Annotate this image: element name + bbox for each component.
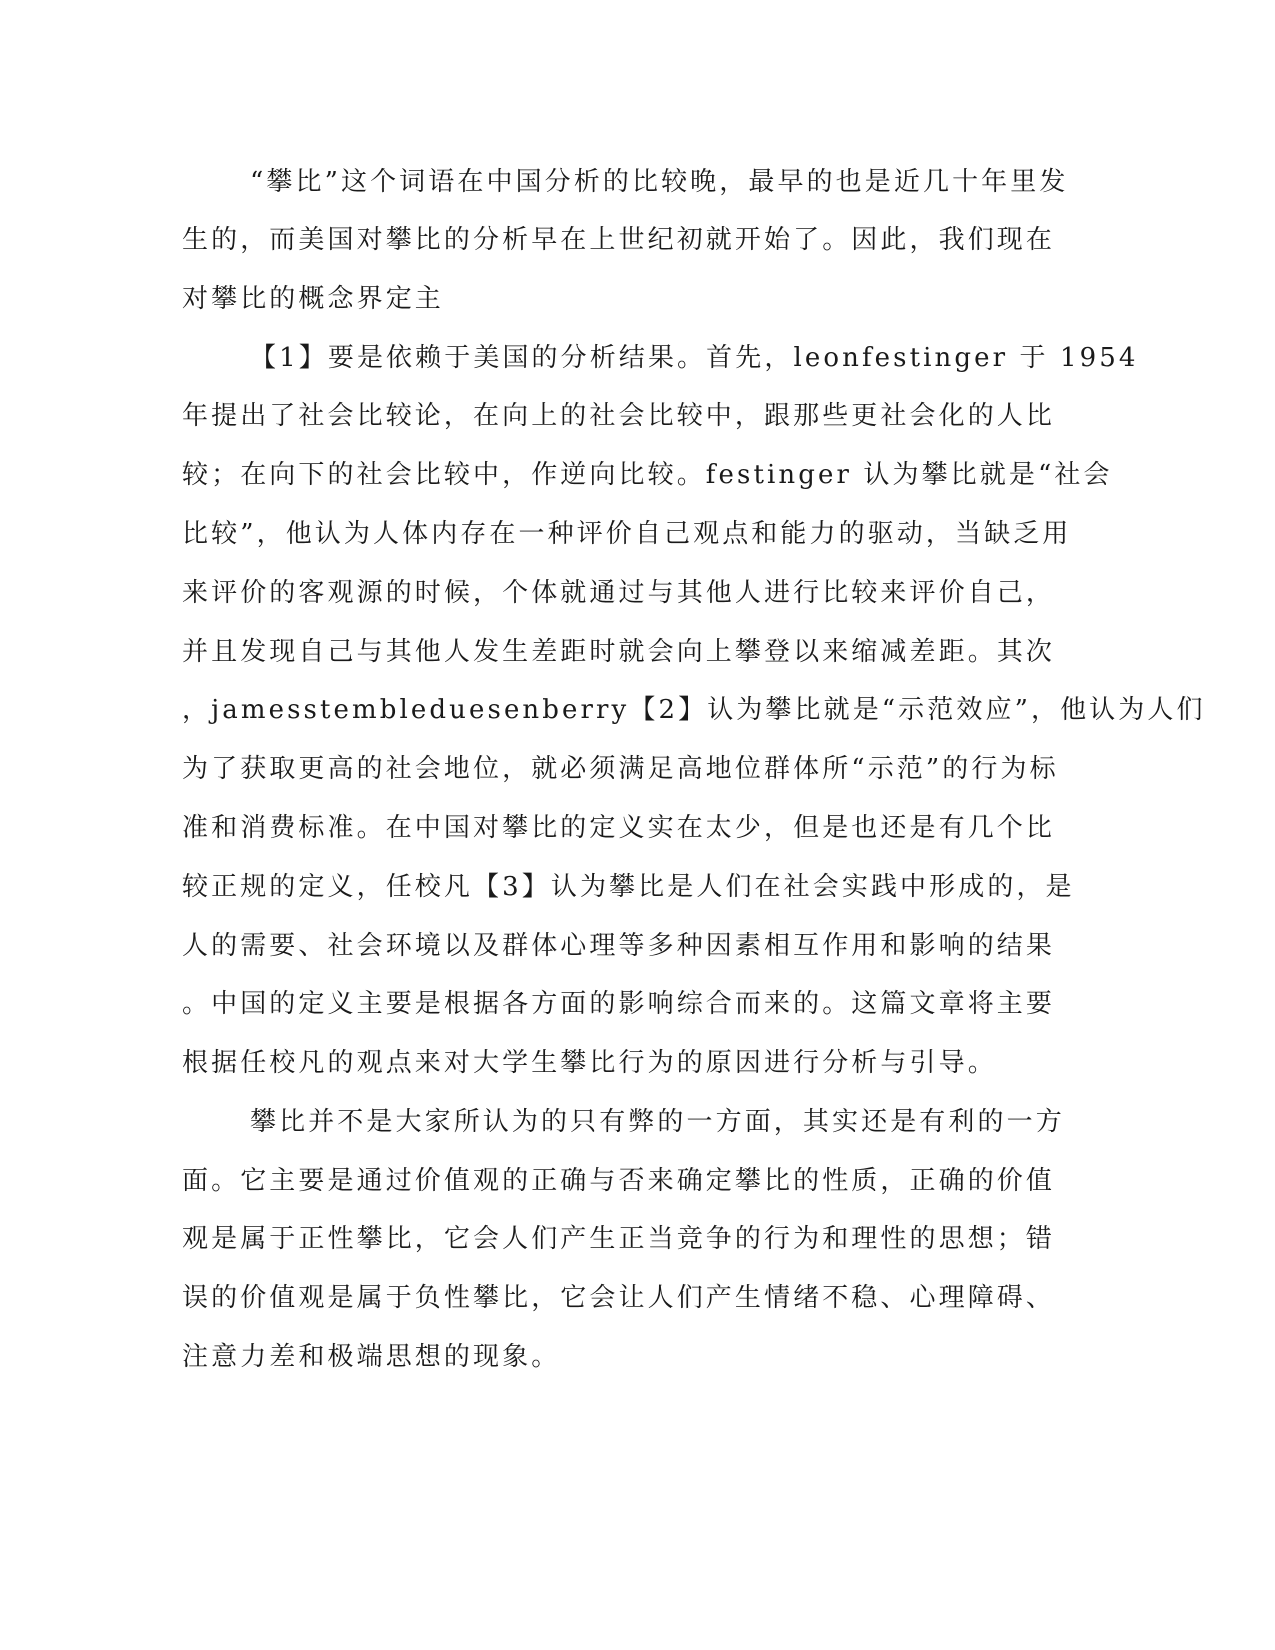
paragraph-1-line-3: 对攀比的概念界定主: [182, 284, 444, 314]
paragraph-2-line-4: 比较”，他认为人体内存在一种评价自己观点和能力的驱动，当缺乏用: [182, 519, 1072, 549]
paragraph-2-line-11: 人的需要、社会环境以及群体心理等多种因素相互作用和影响的结果: [182, 931, 1056, 961]
paragraph-2-line-2: 年提出了社会比较论，在向上的社会比较中，跟那些更社会化的人比: [182, 401, 1056, 431]
paragraph-2-line-9: 准和消费标准。在中国对攀比的定义实在太少，但是也还是有几个比: [182, 813, 1056, 843]
paragraph-3-line-3: 观是属于正性攀比，它会人们产生正当竞争的行为和理性的思想；错: [182, 1224, 1056, 1254]
paragraph-2-line-8: 为了获取更高的社会地位，就必须满足高地位群体所“示范”的行为标: [182, 754, 1059, 784]
paragraph-2-line-12: 。中国的定义主要是根据各方面的影响综合而来的。这篇文章将主要: [182, 989, 1056, 1019]
paragraph-2-line-6: 并且发现自己与其他人发生差距时就会向上攀登以来缩减差距。其次: [182, 637, 1056, 667]
paragraph-3-line-2: 面。它主要是通过价值观的正确与否来确定攀比的性质，正确的价值: [182, 1166, 1056, 1196]
paragraph-3-line-1: 攀比并不是大家所认为的只有弊的一方面，其实还是有利的一方: [250, 1107, 1065, 1137]
paragraph-2-line-10: 较正规的定义，任校凡【3】认为攀比是人们在社会实践中形成的，是: [182, 872, 1075, 902]
paragraph-2-line-7: ，jamesstembleduesenberry【2】认为攀比就是“示范效应”，他认为人们: [182, 695, 1206, 725]
paragraph-1-line-2: 生的，而美国对攀比的分析早在上世纪初就开始了。因此，我们现在: [182, 225, 1056, 255]
paragraph-2-line-5: 来评价的客观源的时候，个体就通过与其他人进行比较来评价自己，: [182, 578, 1056, 608]
paragraph-2-line-13: 根据任校凡的观点来对大学生攀比行为的原因进行分析与引导。: [182, 1048, 997, 1078]
paragraph-3-line-5: 注意力差和极端思想的现象。: [182, 1342, 561, 1372]
paragraph-1-line-1: “攀比”这个词语在中国分析的比较晚，最早的也是近几十年里发: [250, 167, 1069, 197]
paragraph-3-line-4: 误的价值观是属于负性攀比，它会让人们产生情绪不稳、心理障碍、: [182, 1283, 1056, 1313]
paragraph-2-line-1: 【1】要是依赖于美国的分析结果。首先，leonfestinger 于 1954: [250, 343, 1139, 373]
paragraph-2-line-3: 较；在向下的社会比较中，作逆向比较。festinger 认为攀比就是“社会: [182, 460, 1113, 490]
